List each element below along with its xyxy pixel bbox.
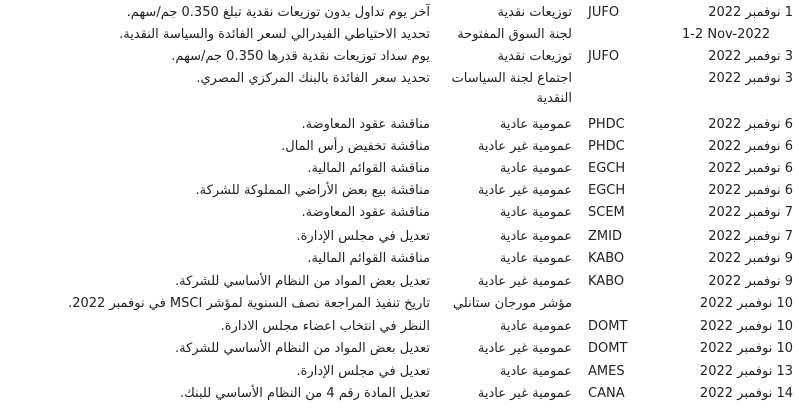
event-type-cell: عمومية غير عادية (477, 274, 572, 289)
date-cell: 6 نوفمبر 2022 (708, 183, 793, 198)
description-cell: تعديل في مجلس الإدارة. (296, 229, 430, 244)
event-type-cell: عمومية غير عادية (477, 183, 572, 198)
description-cell: مناقشة عقود المعاوضة. (301, 117, 430, 132)
date-cell: 9 نوفمبر 2022 (708, 251, 793, 266)
description-cell: مناقشة القوائم المالية. (307, 161, 430, 176)
description-cell: يوم سداد توزيعات نقدية قدرها 0.350 جم/سهم. (171, 49, 430, 64)
event-type-cell: عمومية عادية (499, 229, 572, 244)
description-cell: النظر في انتخاب اعضاء مجلس الادارة. (220, 319, 430, 334)
date-cell: 3 نوفمبر 2022 (708, 71, 793, 86)
event-type-cell: عمومية غير عادية (477, 386, 572, 401)
event-type-cell: عمومية غير عادية (477, 341, 572, 356)
description-cell: تحديد الاحتياطي الفيدرالي لسعر الفائدة والسياسة النقدية. (119, 27, 430, 42)
date-cell: 7 نوفمبر 2022 (708, 229, 793, 244)
description-cell: تحديد سعر الفائدة بالبنك المركزي المصري. (196, 71, 430, 86)
table-row (0, 114, 799, 136)
ticker-cell: DOMT (588, 341, 628, 356)
date-cell: 6 نوفمبر 2022 (708, 139, 793, 154)
event-type-cell: عمومية عادية (499, 205, 572, 220)
event-type-cell: توزيعات نقدية (497, 5, 572, 20)
table-row (0, 202, 799, 224)
date-cell: 1 نوفمبر 2022 (708, 5, 793, 20)
table-row (0, 338, 799, 360)
ticker-cell: KABO (588, 274, 625, 289)
date-cell: 10 نوفمبر 2022 (699, 341, 793, 356)
table-row (0, 226, 799, 248)
ticker-cell: DOMT (588, 319, 628, 334)
date-cell: 13 نوفمبر 2022 (699, 364, 793, 379)
event-type-cell: مؤشر مورجان ستانلي (452, 296, 572, 311)
date-cell: 9 نوفمبر 2022 (708, 274, 793, 289)
table-row (0, 383, 799, 405)
event-type-cell: عمومية عادية (499, 251, 572, 266)
description-cell: تعديل المادة رقم 4 من النظام الأساسي للبنك. (179, 386, 430, 401)
table-row (0, 271, 799, 293)
description-cell: تعديل في مجلس الإدارة. (296, 364, 430, 379)
date-cell: 1-2 Nov-2022 (682, 27, 771, 42)
table-row (0, 24, 799, 46)
description-cell: مناقشة القوائم المالية. (307, 251, 430, 266)
ticker-cell: CANA (588, 386, 625, 401)
ticker-cell: PHDC (588, 117, 625, 132)
date-cell: 10 نوفمبر 2022 (699, 319, 793, 334)
ticker-cell: SCEM (588, 205, 625, 220)
ticker-cell: PHDC (588, 139, 625, 154)
ticker-cell: EGCH (588, 161, 626, 176)
date-cell: 6 نوفمبر 2022 (708, 161, 793, 176)
date-cell: 14 نوفمبر 2022 (699, 386, 793, 401)
event-type-cell: عمومية عادية (499, 117, 572, 132)
event-type-cell: عمومية غير عادية (477, 139, 572, 154)
description-cell: مناقشة عقود المعاوضة. (301, 205, 430, 220)
event-type-cell: عمومية عادية (499, 364, 572, 379)
table-row (0, 158, 799, 180)
ticker-cell: KABO (588, 251, 625, 266)
description-cell: تعديل بعض المواد من النظام الأساسي للشركة. (175, 341, 430, 356)
table-row (0, 180, 799, 202)
table-row (0, 136, 799, 158)
event-type-cell: عمومية عادية (499, 161, 572, 176)
description-cell: آخر يوم تداول بدون توزيعات نقدية تبلغ 0.350 جم/سهم. (126, 5, 430, 20)
event-type-cell: لجنة السوق المفتوحة (457, 27, 572, 42)
date-cell: 3 نوفمبر 2022 (708, 49, 793, 64)
table-row (0, 248, 799, 270)
description-cell: تعديل بعض المواد من النظام الأساسي للشركة. (175, 274, 430, 289)
event-type-cell: اجتماع لجنة السياسات النقدية (451, 71, 572, 106)
description-cell: مناقشة بيع بعض الأراضي المملوكة للشركة. (195, 183, 430, 198)
table-row (0, 293, 799, 315)
ticker-cell: ZMID (588, 229, 622, 244)
ticker-cell: JUFO (588, 5, 620, 20)
date-cell: 6 نوفمبر 2022 (708, 117, 793, 132)
date-cell: 10 نوفمبر 2022 (699, 296, 793, 311)
event-type-cell: عمومية عادية (499, 319, 572, 334)
table-row (0, 46, 799, 68)
event-type-cell: توزيعات نقدية (497, 49, 572, 64)
table-row (0, 68, 799, 112)
ticker-cell: JUFO (588, 49, 620, 64)
description-cell: مناقشة تخفيض رأس المال. (281, 139, 430, 154)
table-row (0, 2, 799, 24)
description-cell: تاريخ تنفيذ المراجعة نصف السنوية لمؤشر MSCI في نوفمبر 2022. (68, 296, 430, 311)
ticker-cell: AMES (588, 364, 625, 379)
date-cell: 7 نوفمبر 2022 (708, 205, 793, 220)
table-row (0, 316, 799, 338)
table-row (0, 361, 799, 383)
ticker-cell: EGCH (588, 183, 626, 198)
